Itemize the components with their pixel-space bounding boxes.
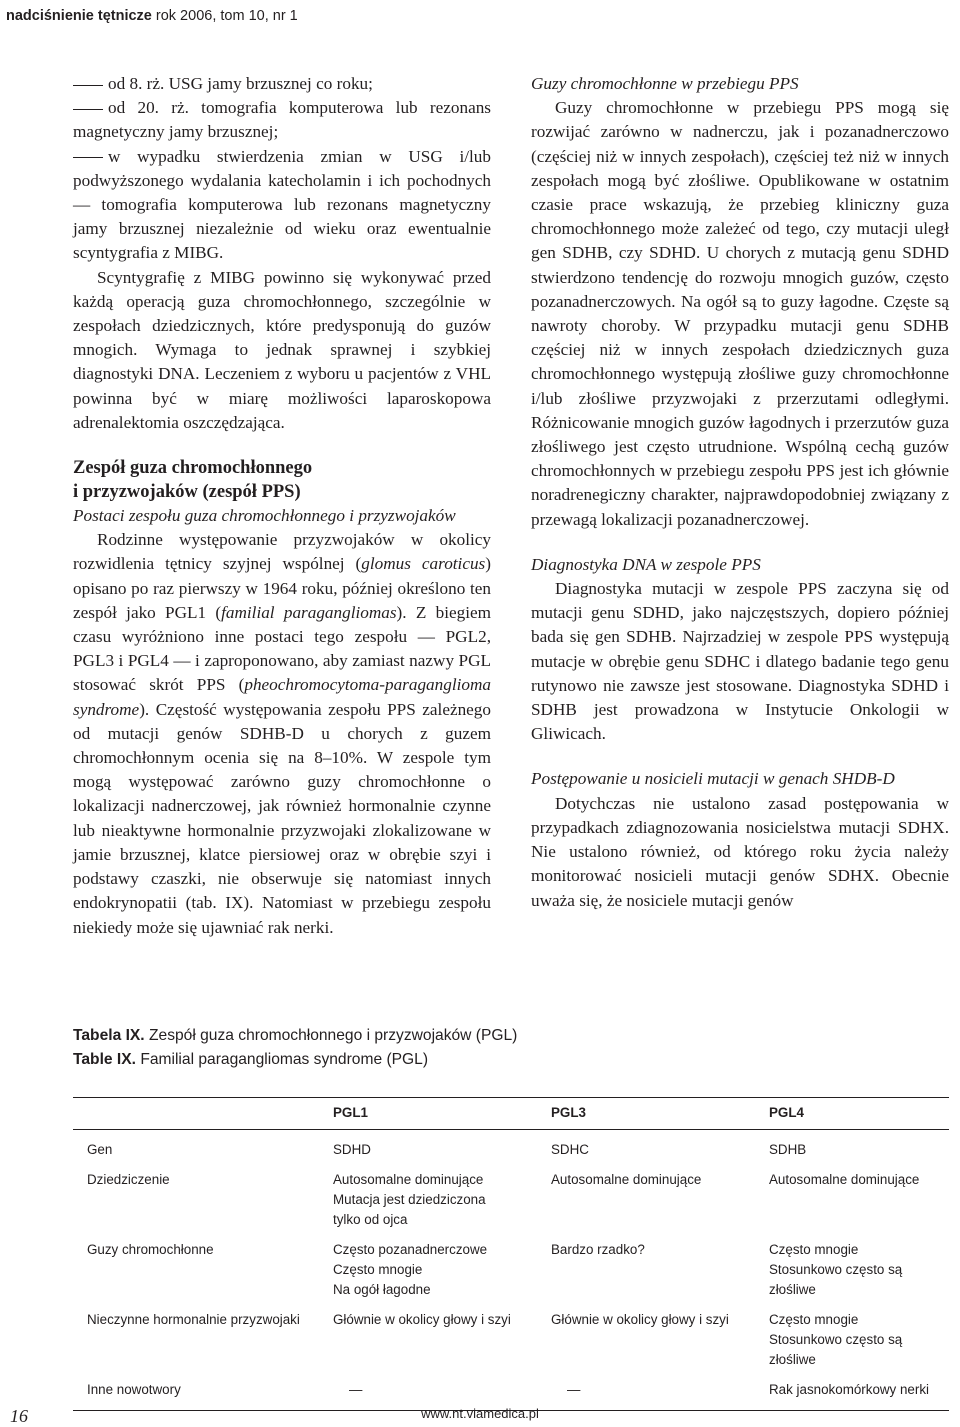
left-column — [73, 72, 491, 940]
table-header-cell — [73, 1097, 319, 1130]
table-cell: — — [349, 1382, 363, 1397]
section-subheading: Postaci zespołu guza chromochłonnego i przyzwojaków — [73, 506, 456, 526]
table-row — [73, 1300, 949, 1370]
paragraph-mibg: Scyntygrafię z MIBG powinno się wykonywać przed każdą operacją guza chromochłonnego, szczególnie w zespołach dziedzicznych, które predysponują do guzów mnogich. Wymaga to jednak sprawnej i szybkiej diagnostyki DNA. Leczeniem z wyboru u pacjentów z VHL powinna być w miarę możliwości laparoskopowa adrenalektomia oszczędzająca. — [73, 267, 491, 432]
table-cell: Często pozanadnerczowe Często mnogie Na ogół łagodne — [333, 1242, 488, 1297]
table-cell: SDHB — [769, 1142, 807, 1157]
table-cell: Bardzo rzadko? — [551, 1242, 645, 1257]
table-caption: Tabela IX. Zespół guza chromochłonnego i przyzwojaków (PGL) Table IX. Familial paragangliomas syndrome (PGL) — [73, 1027, 518, 1068]
section-heading: Zespół guza chromochłonnego i przyzwojaków (zespół PPS) — [73, 458, 313, 503]
table-cell: Głównie w okolicy głowy i szyi — [551, 1312, 729, 1327]
page-number: 16 — [10, 1406, 28, 1426]
table-cell: Autosomalne dominujące — [551, 1172, 702, 1187]
table-cell: Głównie w okolicy głowy i szyi — [333, 1312, 511, 1327]
table-header-cell: PGL4 — [755, 1097, 949, 1130]
table-cell: SDHD — [333, 1142, 371, 1157]
subheading-guzy: Guzy chromochłonne w przebiegu PPS — [531, 74, 799, 93]
footer-url: www.nt.viamedica.pl — [421, 1406, 539, 1421]
paragraph-postepowanie: Dotychczas nie ustalono zasad postępowania w przypadkach zdiagnozowania nosicielstwa mutacji SDHX. Nie ustalono również, od którego roku życia należy monitorować nosicieli mutacji genów SDHX. Obecnie uważa się, że nosiciele mutacji genów — [531, 793, 949, 910]
table-row — [73, 1230, 949, 1300]
table-cell: Guzy chromochłonne — [87, 1242, 214, 1257]
table-header-row — [73, 1097, 949, 1130]
table-cell: SDHC — [551, 1142, 589, 1157]
subheading-diagnostyka: Diagnostyka DNA w zespole PPS — [531, 554, 761, 574]
paragraph-guzy: Guzy chromochłonne w przebiegu PPS mogą się rozwijać zarówno w nadnerczu, jak i pozanadnerczowo (częściej niż w innych zespołach), częściej też niż w innych zespołach mogą być złośliwe. Opublikowane w ostatnim czasie prace wskazują, że przebieg kliniczny guza chromochłonnego może zależeć od tego, czy mutacji uległ gen SDHB, czy SDHD. U chorych z mutacją genu SDHD stwierdzono tendencję do rozwoju mnogich guzów, często pozanadnerczowych. Na ogół są to guzy łagodne. Częste są nawroty choroby. W przypadku mutacji genu SDHB częściej niż w innych zespołach dziedzicznych guza chromochłonnego występują złośliwe guzy chromochłonne i/lub złośliwe przyzwojaki z przerzutami odległymi. Różnicowanie mnogich guzów łagodnych i przerzutów guza złośliwego jest często utrudnione. Wspólną cechą guzów chromochłonnych w przebiegu zespołu PPS jest ich głównie noradrenegiczny charakter, najprawdopodobniej związany z przewagą lokalizacji pozanadnerczowej. — [531, 98, 949, 529]
right-column — [531, 72, 949, 913]
table-cell: Często mnogie Stosunkowo często są złośliwe — [769, 1242, 903, 1297]
dash-mark — [73, 109, 103, 110]
paragraph-diagnostyka: Diagnostyka mutacji w zespole PPS zaczyna się od mutacji genu SDHD, jako najczęstszych, dopiero później bada się gen SDHB. Najrzadziej w zespole PPS występują mutacje w obrębie genu SDHC i dlatego badanie tego genu rutynowo nie zawsze jest stosowane. Diagnostyka SDHD i SDHB jest prowadzona w Instytucie Onkologii w Gliwicach. — [531, 579, 949, 744]
table-header-cell: PGL3 — [537, 1097, 755, 1130]
list-item: od 20. rż. tomografia komputerowa lub rezonans magnetyczny jamy brzusznej; — [73, 98, 491, 142]
paragraph-pps: Rodzinne występowanie przyzwojaków w okolicy rozwidlenia tętnicy szyjnej wspólnej (glomus caroticus) opisano po raz pierwszy w 1964 roku, później określono ten zespół jako PGL1 (familial paragangliomas). Z biegiem czasu wyróżniono inne postaci tego zespołu — PGL2, PGL3 i PGL4 — i zaproponowano, aby zamiast nazwy PGL stosować skrót PPS (pheochromocytoma-paraganglioma syndrome). Częstość występowania zespołu PPS zależnego od mutacji genów SDHB-D u chorych z guzem chromochłonnym ocenia się na 8–10%. W zespole tym mogą występować zarówno guzy chromochłonne o lokalizacji nadnerczowej, jak również hormonalnie czynne lub nieaktywne hormonalnie przyzwojaki zlokalizowane w jamie brzusznej, klatce piersiowej oraz w obrębie szyi i podstawy czaszki, nie obserwuje się natomiast innych endokrynopatii (tab. IX). Natomiast w przebiegu zespołu niekiedy może się ujawniać rak nerki. — [73, 530, 491, 937]
running-header — [0, 0, 960, 38]
table-row — [73, 1370, 949, 1404]
list-item: w wypadku stwierdzenia zmian w USG i/lub podwyższonego wydalania katecholamin i ich pochodnych — tomografia komputerowa lub rezonans magnetyczny jamy brzusznej niezależnie od wieku oraz ewentualnie scyntygrafia z MIBG. — [73, 146, 491, 263]
table-cell: Rak jasnokomórkowy nerki — [769, 1382, 930, 1397]
list-item: od 8. rż. USG jamy brzusznej co roku; — [73, 72, 491, 96]
table-pgl — [73, 1097, 949, 1404]
dash-mark — [73, 157, 103, 158]
journal-title: nadciśnienie tętnicze — [6, 8, 152, 24]
table-cell: Dziedziczenie — [87, 1172, 170, 1187]
table-cell: Nieczynne hormonalnie przyzwojaki — [87, 1312, 300, 1327]
table-cell: — — [567, 1382, 581, 1397]
table-cell: Autosomalne dominujące Mutacja jest dziedziczona tylko od ojca — [333, 1172, 486, 1227]
table-row — [73, 1130, 949, 1161]
journal-volume: rok 2006, tom 10, nr 1 — [155, 8, 298, 24]
table-cell: Gen — [87, 1142, 113, 1157]
table-cell: Często mnogie Stosunkowo często są złośliwe — [769, 1312, 903, 1367]
table-cell: Autosomalne dominujące — [769, 1172, 920, 1187]
table-row — [73, 1160, 949, 1230]
subheading-postepowanie: Postępowanie u nosicieli mutacji w genach SHDB-D — [531, 769, 895, 789]
table-cell: Inne nowotwory — [87, 1382, 181, 1397]
table-header-cell: PGL1 — [319, 1097, 537, 1130]
dash-mark — [73, 85, 103, 86]
